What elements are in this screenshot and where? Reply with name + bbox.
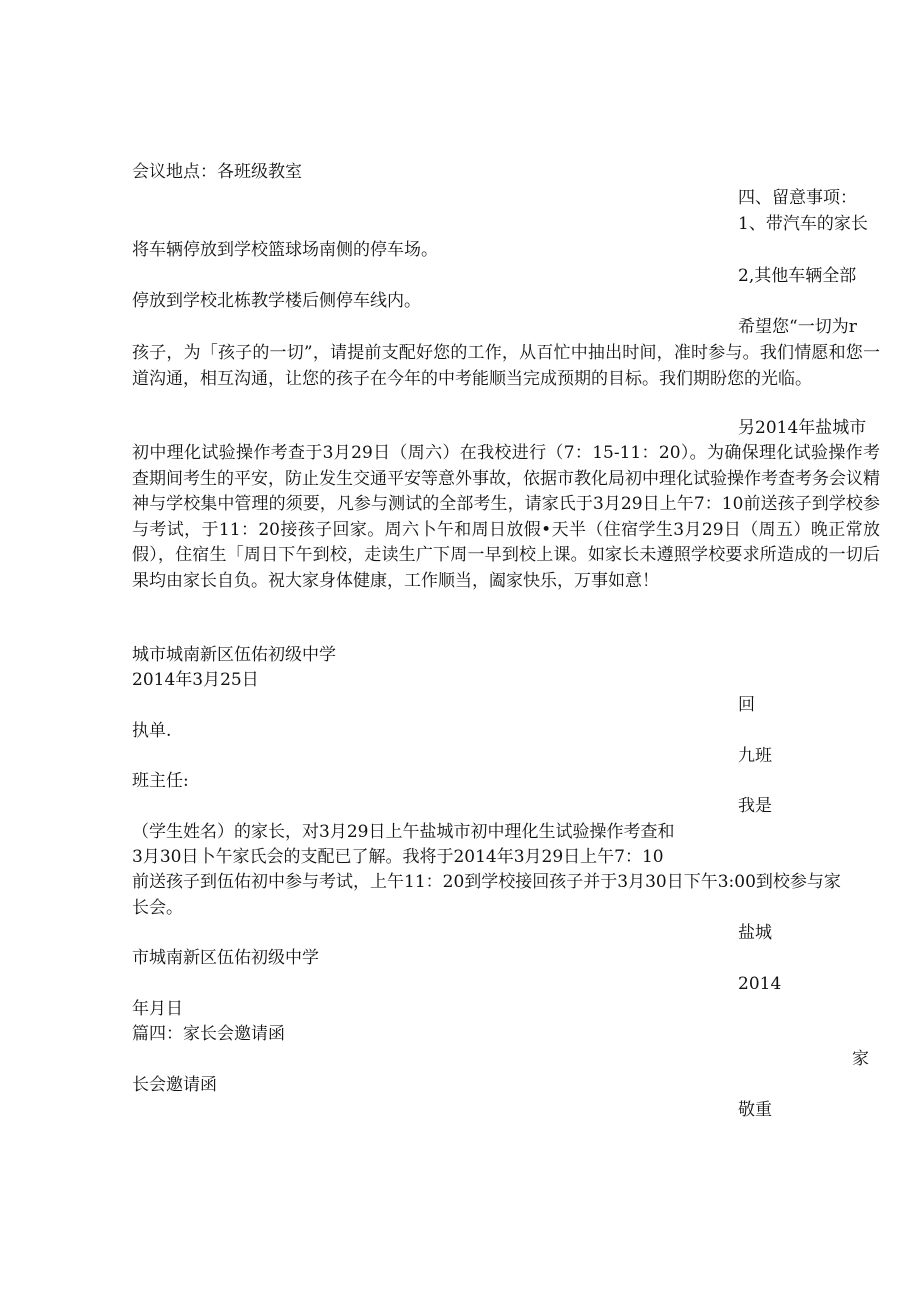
invite-title-start: 家 (852, 1049, 869, 1069)
receipt-line-3: 前送孩子到伍佑初中参与考试，上午11：20到学校接回孩子并于3月30日下午3:00到校参与家 (132, 872, 841, 892)
class-teacher-label: 班主任: (132, 771, 189, 791)
receipt-word-2: 执单. (132, 721, 172, 741)
section-four-title: 篇四：家长会邀请函 (132, 1024, 285, 1044)
note-2-end: 停放到学校北栋教学楼后侧停车线内。 (132, 291, 421, 311)
receipt-date: 年月日 (132, 999, 183, 1019)
note-1-start: 1、带汽车的家长 (738, 214, 868, 234)
note-2-start: 2,其他车辆全部 (738, 266, 857, 286)
salutation: 敬重 (738, 1100, 772, 1120)
receipt-word-1: 回 (738, 695, 755, 715)
receipt-sign-end: 市城南新区伍佑初级中学 (132, 948, 319, 968)
receipt-line-4: 长会。 (132, 898, 183, 918)
receipt-line-2: 3月30日卜午家氏会的支配已了解。我将于2014年3月29日上午7：10 (132, 847, 664, 867)
hope-start: 希望您“一切为r (738, 317, 857, 337)
receipt-sign-start: 盐城 (738, 923, 772, 943)
hope-paragraph: 孩子，为「孩子的一切”，请提前支配好您的工作，从百忙中抽出时间，准时参与。我们情愿和您一道沟通，相互沟通，让您的孩子在今年的中考能顺当完成预期的目标。我们期盼您的光临。 (132, 343, 880, 389)
i-am-label: 我是 (738, 796, 772, 816)
note-1-end: 将车辆停放到学校篮球场南侧的停车场。 (132, 240, 438, 260)
notes-heading: 四、留意事项： (738, 188, 857, 208)
exam-notice-start: 另2014年盐城市 (738, 418, 867, 438)
meeting-location: 会议地点：各班级教室 (132, 162, 302, 182)
invite-title-end: 长会邀请函 (132, 1075, 217, 1095)
exam-notice-paragraph: 初中理化试验操作考查于3月29日（周六）在我校进行（7：15-11：20）。为确保理化试验操作考查期间考生的平安，防止发生交通平安等意外事故，依据市教化局初中理化试验操作考查考务会议精神与学校集中管理的须要，凡参与测试的全部考生，请家氏于3月29日上午7：10前送孩子到学校参与考试，于11：20接孩子回家。周六卜午和周日放假•天半（住宿学生3月29日（周五）晚正常放假），住宿生「周日下午到校，走读生广下周一早到校上课。如家长未遵照学校要求所造成的一切后果均由家长自负。祝大家身体健康，工作顺当，阖家快乐，万事如意！ (132, 443, 880, 591)
receipt-line-1: （学生姓名）的家长，对3月29日上午盐城市初中理化生试验操作考查和 (132, 822, 675, 842)
signature-date: 2014年3月25日 (132, 670, 259, 690)
school-signature: 城市城南新区伍佑初级中学 (132, 645, 336, 665)
class-label: 九班 (738, 746, 772, 766)
receipt-year: 2014 (738, 974, 782, 994)
